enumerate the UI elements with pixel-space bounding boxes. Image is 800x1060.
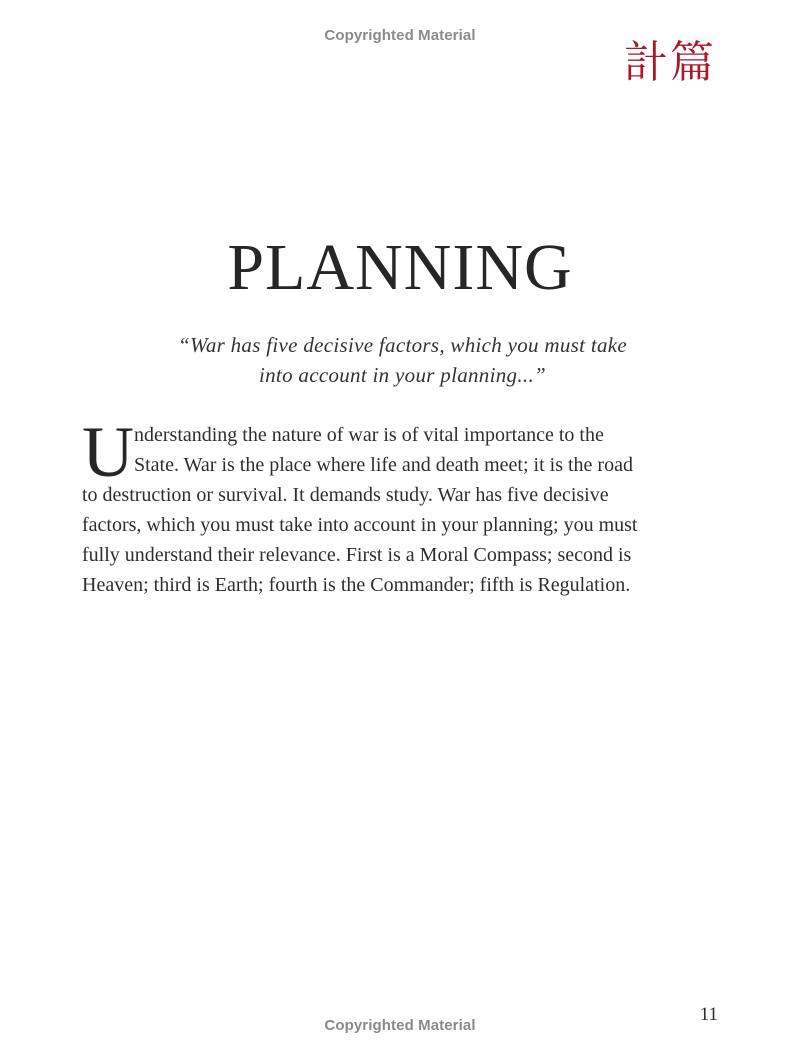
chapter-title: PLANNING xyxy=(227,231,573,304)
epigraph-line: into account in your planning...” xyxy=(259,363,546,387)
body-line: State. War is the place where life and death meet; it is the road xyxy=(134,454,633,476)
body-line: to destruction or survival. It demands study. War has five decisive xyxy=(82,484,609,506)
epigraph xyxy=(120,330,685,390)
page-number: 11 xyxy=(699,1004,718,1025)
copyright-notice-bottom: Copyrighted Material xyxy=(324,1017,476,1034)
body-line: fully understand their relevance. First is a Moral Compass; second is xyxy=(82,544,632,566)
body-paragraph xyxy=(82,412,712,600)
chapter-chinese-title: 計篇 xyxy=(624,37,716,88)
copyright-notice-top: Copyrighted Material xyxy=(324,27,476,44)
body-line: factors, which you must take into account in your planning; you must xyxy=(82,514,638,536)
body-line: Heaven; third is Earth; fourth is the Commander; fifth is Regulation. xyxy=(82,574,631,596)
drop-cap: U xyxy=(82,412,134,492)
body-line: nderstanding the nature of war is of vital importance to the xyxy=(134,424,604,446)
epigraph-line: “War has five decisive factors, which you must take xyxy=(177,333,628,357)
